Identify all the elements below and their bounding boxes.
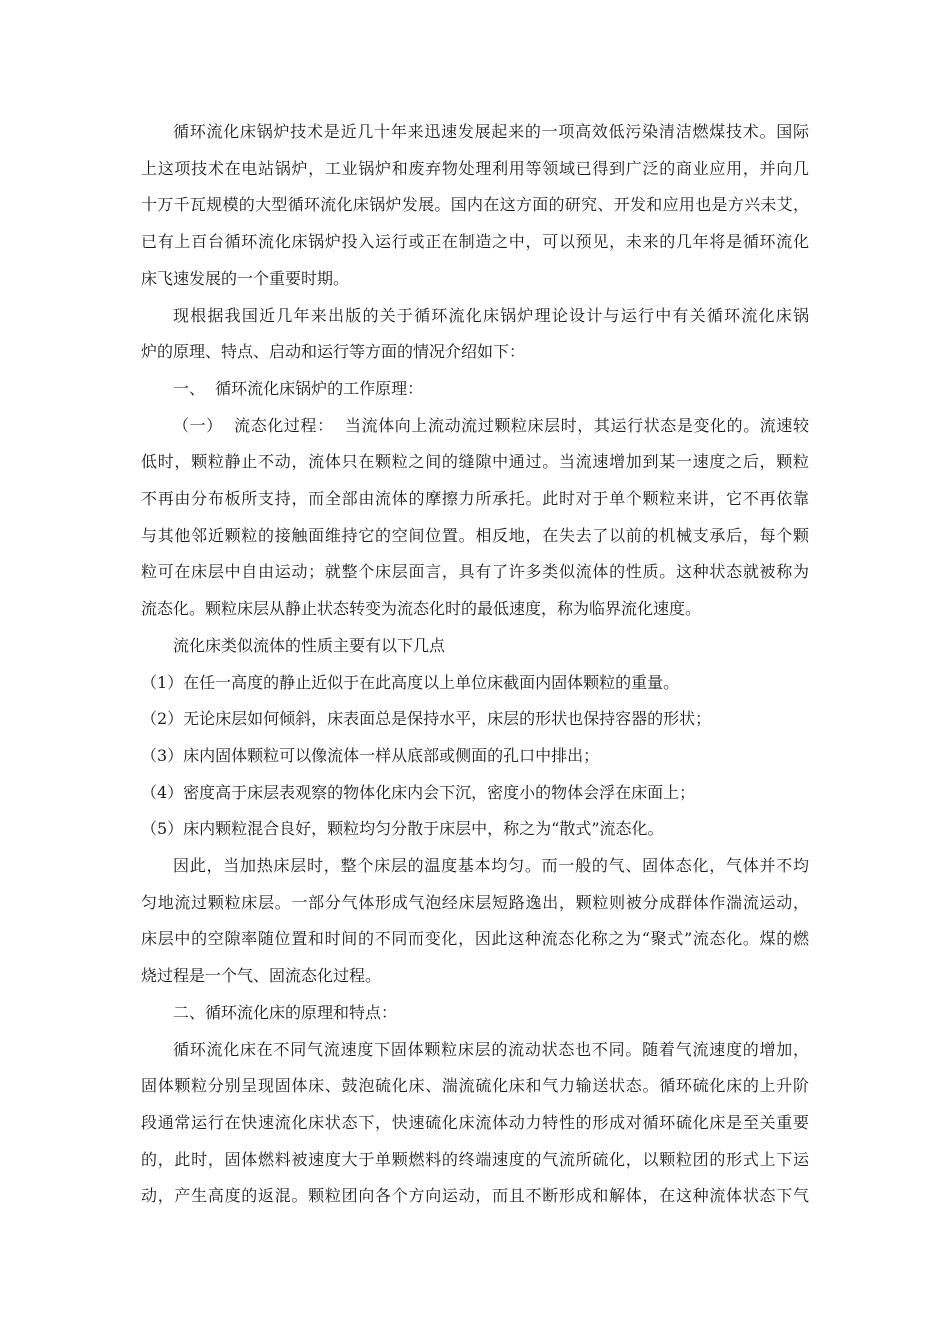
text-line: 低时，颗粒静止不动，流体只在颗粒之间的缝隙中通过。当流速增加到某一速度之后，颗粒 bbox=[141, 452, 809, 472]
body-text bbox=[141, 114, 809, 1215]
text-line: （一） 流态化过程： 当流体向上流动流过颗粒床层时，其运行状态是变化的。流速较 bbox=[173, 415, 809, 435]
paragraph-intro bbox=[141, 114, 809, 298]
paragraph-properties-intro bbox=[141, 628, 809, 665]
heading-text: 二、循环流化床的原理和特点： bbox=[173, 1002, 398, 1022]
text-line: 流态化。颗粒床层从静止状态转变为流态化时的最低速度，称为临界流化速度。 bbox=[141, 599, 702, 619]
text-line: 已有上百台循环流化床锅炉投入运行或正在制造之中，可以预见，未来的几年将是循环流化 bbox=[141, 232, 809, 252]
section-heading-1 bbox=[141, 371, 809, 408]
paragraph-fluidization bbox=[141, 408, 809, 628]
text-line: 流化床类似流体的性质主要有以下几点 bbox=[173, 635, 446, 655]
text-line: 循环流化床在不同气流速度下固体颗粒床层的流动状态也不同。随着气流速度的增加， bbox=[173, 1039, 809, 1059]
section-heading-2 bbox=[141, 995, 809, 1032]
text-line: 现根据我国近几年来出版的关于循环流化床锅炉理论设计与运行中有关循环流化床锅 bbox=[173, 305, 809, 325]
list-item: （5）床内颗粒混合良好，颗粒均匀分散于床层中，称之为“散式”流态化。 bbox=[141, 819, 664, 839]
text-line: 因此，当加热床层时，整个床层的温度基本均匀。而一般的气、固体态化，气体并不均 bbox=[173, 856, 809, 876]
heading-text: 一、 循环流化床锅炉的工作原理： bbox=[173, 378, 424, 398]
text-line: 匀地流过颗粒床层。一部分气体形成气泡经床层短路逸出，颗粒则被分成群体作湍流运动， bbox=[141, 892, 809, 912]
text-line: 动，产生高度的返混。颗粒团向各个方向运动，而且不断形成和解体，在这种流体状态下气 bbox=[141, 1186, 809, 1206]
paragraph-cfb-principle bbox=[141, 1032, 809, 1216]
list-item: （3）床内固体颗粒可以像流体一样从底部或侧面的孔口中排出； bbox=[141, 745, 600, 765]
text-line: 炉的原理、特点、启动和运行等方面的情况介绍如下： bbox=[141, 342, 526, 362]
paragraph-aggregative bbox=[141, 848, 809, 995]
text-line: 固体颗粒分别呈现固体床、鼓泡硫化床、湍流硫化床和气力输送状态。循环硫化床的上升阶 bbox=[141, 1076, 809, 1096]
paragraph-overview bbox=[141, 298, 809, 371]
text-line: 烧过程是一个气、固流态化过程。 bbox=[141, 966, 382, 986]
text-line: 粒可在床层中自由运动；就整个床层面言，具有了许多类似流体的性质。这种状态就被称为 bbox=[141, 562, 809, 582]
text-line: 段通常运行在快速流化床状态下，快速硫化床流体动力特性的形成对循环硫化床是至关重要 bbox=[141, 1112, 809, 1132]
list-item: （4）密度高于床层表观察的物体化床内会下沉，密度小的物体会浮在床面上； bbox=[141, 782, 696, 802]
text-line: 与其他邻近颗粒的接触面维持它的空间位置。相反地，在失去了以前的机械支承后，每个颗 bbox=[141, 525, 809, 545]
text-line: 十万千瓦规模的大型循环流化床锅炉发展。国内在这方面的研究、开发和应用也是方兴未艾， bbox=[141, 195, 809, 215]
text-line: 床飞速发展的一个重要时期。 bbox=[141, 268, 350, 288]
list-item: （1）在任一高度的静止近似于在此高度以上单位床截面内固体颗粒的重量。 bbox=[141, 672, 680, 692]
text-line: 床层中的空隙率随位置和时间的不同而变化，因此这种流态化称之为“聚式”流态化。煤的燃 bbox=[141, 929, 809, 949]
text-line: 不再由分布板所支持，而全部由流体的摩擦力所承托。此时对于单个颗粒来讲，它不再依靠 bbox=[141, 489, 809, 509]
text-line: 循环流化床锅炉技术是近几十年来迅速发展起来的一项高效低污染清洁燃煤技术。国际 bbox=[173, 122, 809, 141]
list-item: （2）无论床层如何倾斜，床表面总是保持水平，床层的形状也保持容器的形状； bbox=[141, 709, 712, 729]
properties-list bbox=[141, 665, 809, 849]
text-line: 的，此时，固体燃料被速度大于单颗燃料的终端速度的气流所硫化，以颗粒团的形式上下运 bbox=[141, 1149, 809, 1169]
text-line: 上这项技术在电站锅炉，工业锅炉和废弃物处理利用等领域已得到广泛的商业应用，并向几 bbox=[141, 158, 809, 178]
